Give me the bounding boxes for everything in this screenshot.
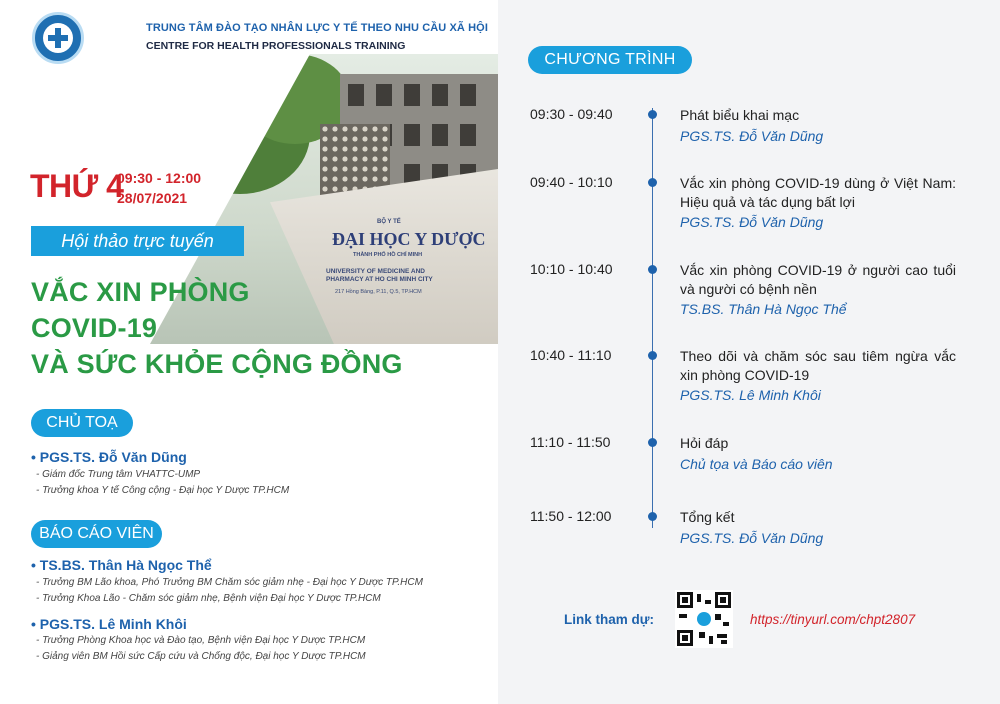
agenda-topic-6: Tổng kết <box>680 509 735 525</box>
speaker-1-role-2: - Trưởng Khoa Lão - Chăm sóc giảm nhẹ, Bệnh viện Đại học Y Dược TP.HCM <box>36 593 381 604</box>
speaker-2-name: • PGS.TS. Lê Minh Khôi <box>31 616 187 632</box>
agenda-time-5: 11:10 - 11:50 <box>530 434 611 450</box>
chair-role-1: - Giám đốc Trung tâm VHATTC-UMP <box>36 469 201 480</box>
agenda-time-2: 09:40 - 10:10 <box>530 174 613 190</box>
speaker-1-role-1: - Trưởng BM Lão khoa, Phó Trưởng BM Chăm sóc giảm nhẹ - Đại học Y Dược TP.HCM <box>36 577 423 588</box>
agenda-speaker-2: PGS.TS. Đỗ Văn Dũng <box>680 214 824 230</box>
sign-city: THÀNH PHỐ HỒ CHÍ MINH <box>353 252 423 258</box>
agenda-speaker-4: PGS.TS. Lê Minh Khôi <box>680 387 821 403</box>
event-day: THỨ 4 <box>30 168 124 204</box>
speaker-1-name: • TS.BS. Thân Hà Ngọc Thể <box>31 557 212 573</box>
event-time: 09:30 - 12:00 <box>117 170 202 186</box>
chair-role-2: - Trưởng khoa Y tế Công cộng - Đại học Y Dược TP.HCM <box>36 485 290 496</box>
agenda-heading: CHƯƠNG TRÌNH <box>528 46 692 74</box>
chair-heading: CHỦ TOẠ <box>31 409 133 437</box>
right-panel <box>498 0 1000 704</box>
agenda-topic-3: Vắc xin phòng COVID-19 ở người cao tuổi và người có bệnh nền <box>680 262 956 297</box>
speakers-heading: BÁO CÁO VIÊN <box>31 520 162 548</box>
agenda-speaker-3: TS.BS. Thân Hà Ngọc Thể <box>680 301 847 317</box>
link-label: Link tham dự: <box>564 612 655 627</box>
event-title-line-2: COVID-19 <box>31 313 158 343</box>
sign-address: 217 Hồng Bàng, P.11, Q.5, TP.HCM <box>335 289 422 295</box>
qr-code-icon[interactable] <box>675 590 733 648</box>
timeline-line <box>652 108 653 528</box>
agenda-time-6: 11:50 - 12:00 <box>530 508 612 524</box>
timeline-dot <box>648 178 657 187</box>
sign-english: UNIVERSITY OF MEDICINE AND PHARMACY AT HO CHI MINH CITY <box>326 268 433 283</box>
sign-ministry: BỘ Y TẾ <box>377 219 401 225</box>
left-panel <box>0 0 498 704</box>
speaker-2-role-1: - Trưởng Phòng Khoa học và Đào tạo, Bệnh viện Đại học Y Dược TP.HCM <box>36 635 366 646</box>
agenda-topic-5: Hỏi đáp <box>680 435 729 451</box>
registration-link[interactable]: https://tinyurl.com/chpt2807 <box>750 612 916 627</box>
org-name-en: CENTRE FOR HEALTH PROFESSIONALS TRAINING <box>146 40 406 52</box>
timeline-dot <box>648 265 657 274</box>
timeline-dot <box>648 110 657 119</box>
speaker-2-role-2: - Giảng viên BM Hồi sức Cấp cứu và Chống độc, Đại học Y Dược TP.HCM <box>36 651 366 662</box>
event-title-line-3: VÀ SỨC KHỎE CỘNG ĐỒNG <box>31 349 403 379</box>
agenda-time-4: 10:40 - 11:10 <box>530 347 612 363</box>
timeline-dot <box>648 438 657 447</box>
agenda-topic-4: Theo dõi và chăm sóc sau tiêm ngừa vắc xin phòng COVID-19 <box>680 348 956 383</box>
logo-icon <box>32 12 84 64</box>
event-title-line-1: VẮC XIN PHÒNG <box>31 277 250 307</box>
agenda-topic-1: Phát biểu khai mạc <box>680 107 800 123</box>
timeline-dot <box>648 351 657 360</box>
agenda-speaker-6: PGS.TS. Đỗ Văn Dũng <box>680 530 824 546</box>
org-name-vi: TRUNG TÂM ĐÀO TẠO NHÂN LỰC Y TẾ THEO NHU CẦU XÃ HỘI <box>146 22 488 34</box>
event-date: 28/07/2021 <box>117 190 188 206</box>
sign-name: ĐẠI HỌC Y DƯỢC <box>332 229 486 249</box>
agenda-topic-2: Vắc xin phòng COVID-19 dùng ở Việt Nam: Hiệu quả và tác dụng bất lợi <box>680 175 956 210</box>
event-type-badge: Hội thảo trực tuyến <box>31 226 244 256</box>
agenda-time-3: 10:10 - 10:40 <box>530 261 613 277</box>
chair-name: • PGS.TS. Đỗ Văn Dũng <box>31 449 187 465</box>
agenda-speaker-1: PGS.TS. Đỗ Văn Dũng <box>680 128 824 144</box>
timeline-dot <box>648 512 657 521</box>
agenda-time-1: 09:30 - 09:40 <box>530 106 613 122</box>
agenda-speaker-5: Chủ tọa và Báo cáo viên <box>680 456 833 472</box>
